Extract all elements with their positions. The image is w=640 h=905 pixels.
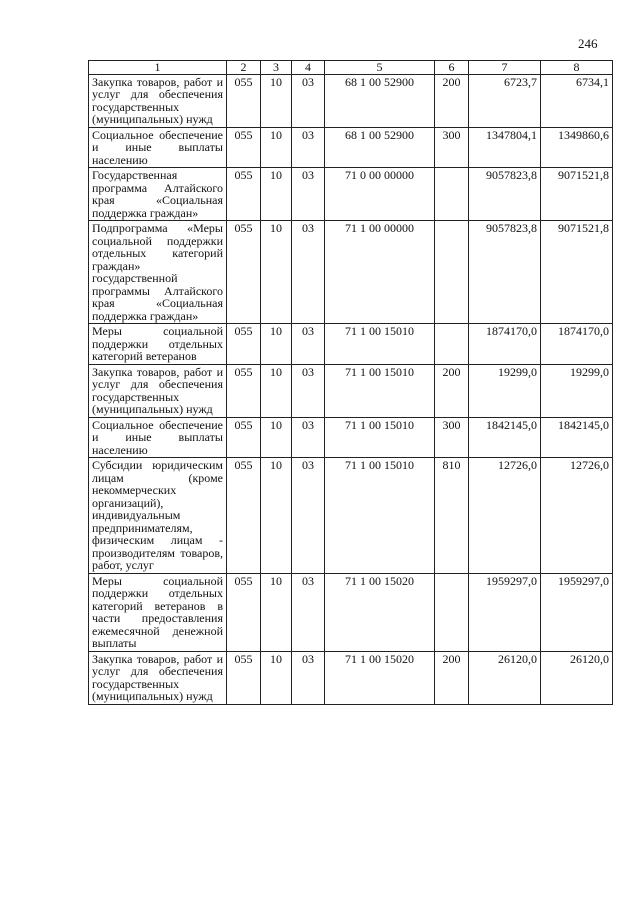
row-name-cell: Закупка товаров, работ и услуг для обеспечения государственных (муниципальных) нужд bbox=[89, 364, 227, 417]
amount-cell-year-2: 26120,0 bbox=[541, 651, 613, 704]
section-cell: 10 bbox=[261, 458, 292, 574]
row-name-cell: Социальное обеспечение и иные выплаты населению bbox=[89, 127, 227, 168]
subsection-cell: 03 bbox=[292, 127, 325, 168]
expense-type-cell bbox=[435, 221, 469, 324]
table-row bbox=[89, 417, 613, 458]
section-cell: 10 bbox=[261, 324, 292, 365]
expense-type-cell: 200 bbox=[435, 74, 469, 127]
amount-cell-year-2: 1874170,0 bbox=[541, 324, 613, 365]
table-row bbox=[89, 651, 613, 704]
expense-type-cell: 810 bbox=[435, 458, 469, 574]
target-article-cell: 71 1 00 15020 bbox=[325, 573, 435, 651]
column-header-8: 8 bbox=[541, 61, 613, 75]
amount-cell-year-1: 9057823,8 bbox=[469, 221, 541, 324]
column-header-4: 4 bbox=[292, 61, 325, 75]
section-cell: 10 bbox=[261, 417, 292, 458]
amount-cell-year-2: 6734,1 bbox=[541, 74, 613, 127]
amount-cell-year-1: 1959297,0 bbox=[469, 573, 541, 651]
ministry-code-cell: 055 bbox=[227, 458, 261, 574]
amount-cell-year-1: 12726,0 bbox=[469, 458, 541, 574]
target-article-cell: 71 0 00 00000 bbox=[325, 168, 435, 221]
column-header-2: 2 bbox=[227, 61, 261, 75]
target-article-cell: 71 1 00 15010 bbox=[325, 364, 435, 417]
expense-type-cell: 300 bbox=[435, 127, 469, 168]
table-header-row bbox=[89, 61, 613, 75]
amount-cell-year-1: 1842145,0 bbox=[469, 417, 541, 458]
target-article-cell: 71 1 00 15010 bbox=[325, 324, 435, 365]
column-header-5: 5 bbox=[325, 61, 435, 75]
target-article-cell: 71 1 00 15010 bbox=[325, 458, 435, 574]
target-article-cell: 68 1 00 52900 bbox=[325, 74, 435, 127]
ministry-code-cell: 055 bbox=[227, 74, 261, 127]
expense-type-cell: 200 bbox=[435, 364, 469, 417]
table-row bbox=[89, 458, 613, 574]
ministry-code-cell: 055 bbox=[227, 168, 261, 221]
subsection-cell: 03 bbox=[292, 364, 325, 417]
column-header-6: 6 bbox=[435, 61, 469, 75]
amount-cell-year-1: 1347804,1 bbox=[469, 127, 541, 168]
ministry-code-cell: 055 bbox=[227, 364, 261, 417]
row-name-cell: Закупка товаров, работ и услуг для обеспечения государственных (муниципальных) нужд bbox=[89, 651, 227, 704]
row-name-cell: Государственная программа Алтайского края «Социальная поддержка граждан» bbox=[89, 168, 227, 221]
column-header-1: 1 bbox=[89, 61, 227, 75]
row-name-cell: Меры социальной поддержки отдельных категорий ветеранов bbox=[89, 324, 227, 365]
ministry-code-cell: 055 bbox=[227, 651, 261, 704]
section-cell: 10 bbox=[261, 364, 292, 417]
subsection-cell: 03 bbox=[292, 74, 325, 127]
section-cell: 10 bbox=[261, 651, 292, 704]
amount-cell-year-1: 19299,0 bbox=[469, 364, 541, 417]
amount-cell-year-1: 1874170,0 bbox=[469, 324, 541, 365]
section-cell: 10 bbox=[261, 573, 292, 651]
section-cell: 10 bbox=[261, 221, 292, 324]
expense-type-cell bbox=[435, 573, 469, 651]
table-row bbox=[89, 168, 613, 221]
ministry-code-cell: 055 bbox=[227, 221, 261, 324]
ministry-code-cell: 055 bbox=[227, 324, 261, 365]
row-name-cell: Меры социальной поддержки отдельных категорий ветеранов в части предоставления ежемесячной денежной выплаты bbox=[89, 573, 227, 651]
ministry-code-cell: 055 bbox=[227, 127, 261, 168]
amount-cell-year-2: 1349860,6 bbox=[541, 127, 613, 168]
amount-cell-year-1: 9057823,8 bbox=[469, 168, 541, 221]
table-row bbox=[89, 127, 613, 168]
subsection-cell: 03 bbox=[292, 573, 325, 651]
target-article-cell: 71 1 00 00000 bbox=[325, 221, 435, 324]
amount-cell-year-2: 19299,0 bbox=[541, 364, 613, 417]
row-name-cell: Социальное обеспечение и иные выплаты населению bbox=[89, 417, 227, 458]
subsection-cell: 03 bbox=[292, 458, 325, 574]
ministry-code-cell: 055 bbox=[227, 417, 261, 458]
section-cell: 10 bbox=[261, 74, 292, 127]
table-row bbox=[89, 573, 613, 651]
row-name-cell: Подпрограмма «Меры социальной поддержки отдельных категорий граждан» государственной программы Алтайского края «Социальная поддержка граждан» bbox=[89, 221, 227, 324]
subsection-cell: 03 bbox=[292, 324, 325, 365]
budget-table bbox=[88, 60, 613, 705]
table-row bbox=[89, 364, 613, 417]
target-article-cell: 71 1 00 15020 bbox=[325, 651, 435, 704]
target-article-cell: 68 1 00 52900 bbox=[325, 127, 435, 168]
amount-cell-year-2: 9071521,8 bbox=[541, 221, 613, 324]
ministry-code-cell: 055 bbox=[227, 573, 261, 651]
amount-cell-year-2: 12726,0 bbox=[541, 458, 613, 574]
amount-cell-year-2: 1842145,0 bbox=[541, 417, 613, 458]
expense-type-cell bbox=[435, 168, 469, 221]
target-article-cell: 71 1 00 15010 bbox=[325, 417, 435, 458]
amount-cell-year-1: 26120,0 bbox=[469, 651, 541, 704]
subsection-cell: 03 bbox=[292, 168, 325, 221]
expense-type-cell: 200 bbox=[435, 651, 469, 704]
subsection-cell: 03 bbox=[292, 651, 325, 704]
expense-type-cell bbox=[435, 324, 469, 365]
subsection-cell: 03 bbox=[292, 417, 325, 458]
column-header-3: 3 bbox=[261, 61, 292, 75]
table-row bbox=[89, 74, 613, 127]
row-name-cell: Субсидии юридическим лицам (кроме некоммерческих организаций), индивидуальным предпринимателям, физическим лицам - производителям товаров, работ, услуг bbox=[89, 458, 227, 574]
subsection-cell: 03 bbox=[292, 221, 325, 324]
amount-cell-year-2: 1959297,0 bbox=[541, 573, 613, 651]
amount-cell-year-2: 9071521,8 bbox=[541, 168, 613, 221]
row-name-cell: Закупка товаров, работ и услуг для обеспечения государственных (муниципальных) нужд bbox=[89, 74, 227, 127]
table-row bbox=[89, 324, 613, 365]
page-number: 246 bbox=[578, 36, 598, 51]
section-cell: 10 bbox=[261, 127, 292, 168]
column-header-7: 7 bbox=[469, 61, 541, 75]
table-row bbox=[89, 221, 613, 324]
amount-cell-year-1: 6723,7 bbox=[469, 74, 541, 127]
expense-type-cell: 300 bbox=[435, 417, 469, 458]
section-cell: 10 bbox=[261, 168, 292, 221]
